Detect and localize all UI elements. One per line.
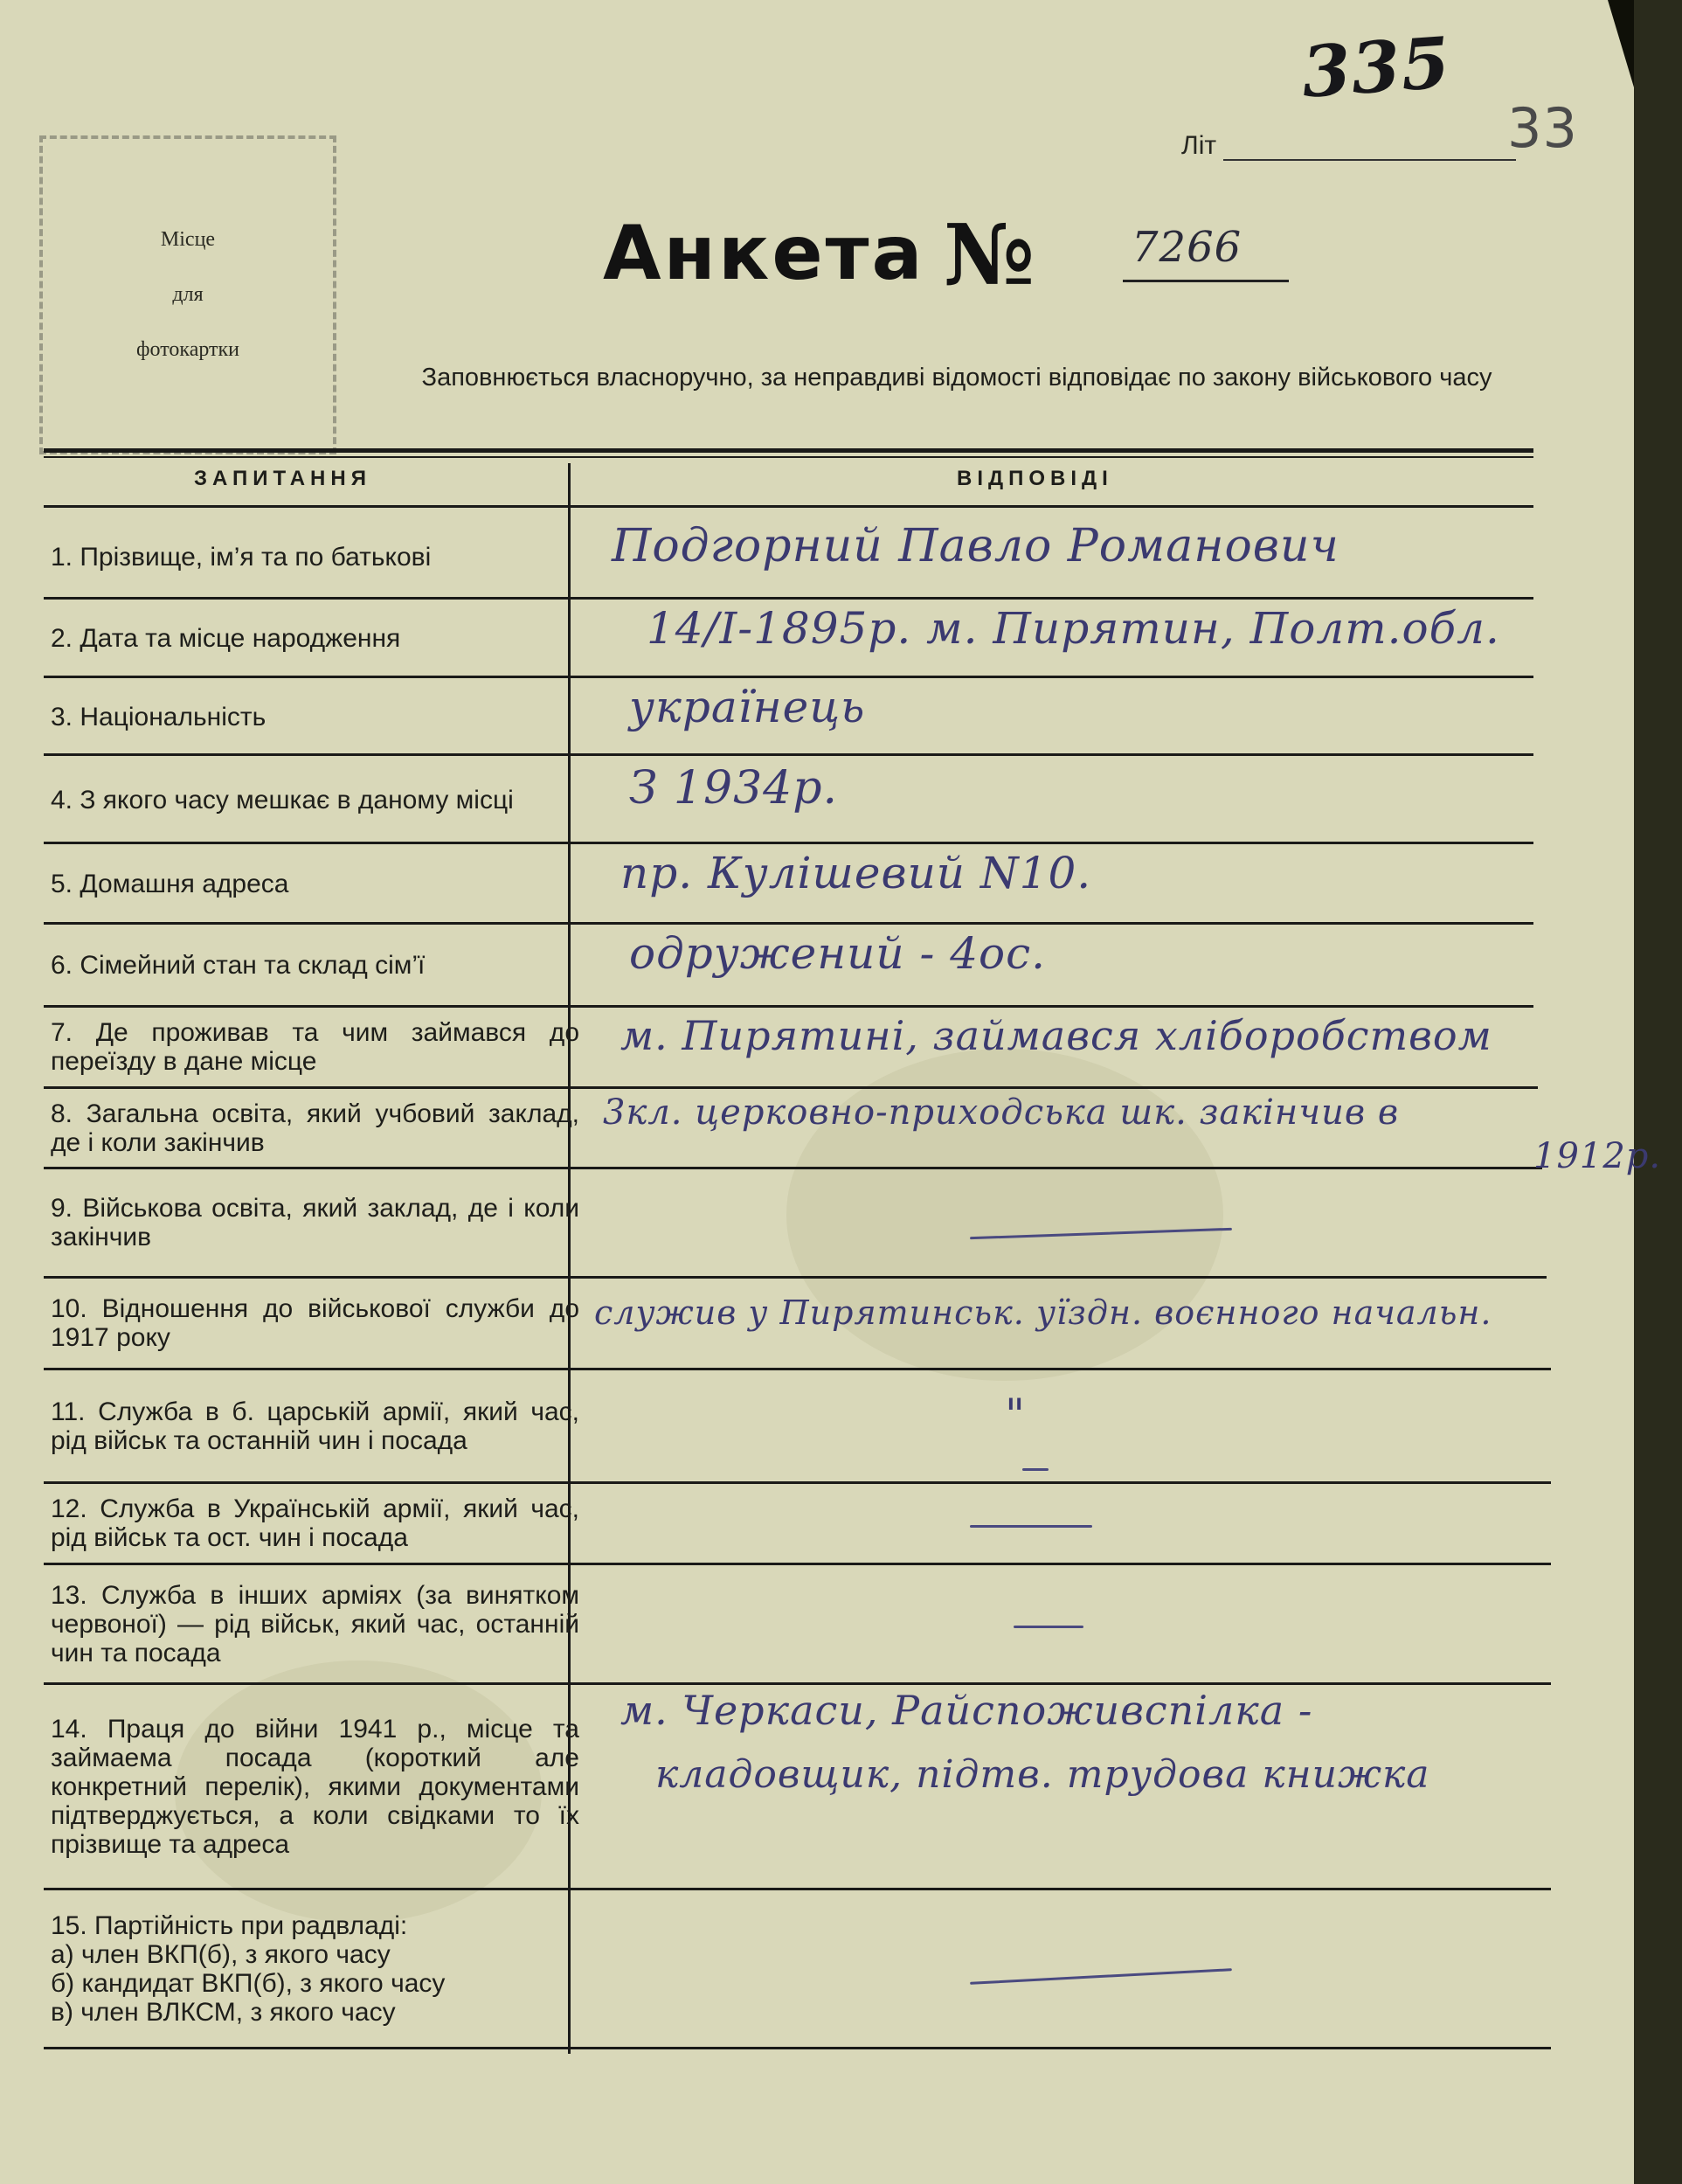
row-rule bbox=[44, 1276, 1547, 1279]
row-rule bbox=[44, 1005, 1533, 1008]
answer-11-dot bbox=[1022, 1468, 1049, 1471]
background-edge bbox=[1634, 0, 1682, 2184]
question-4: 4. З якого часу мешкає в даному місці bbox=[51, 785, 514, 815]
row-rule bbox=[44, 1682, 1551, 1685]
question-13: 13. Служба в інших арміях (за винятком червоної) — рід військ, який час, останній чин та посада bbox=[51, 1580, 579, 1667]
question-14: 14. Праця до війни 1941 р., місце та займаема посада (короткий але конкретний перелік), якими документами підтверджується, а коли свідками то їх прізвище та адреса bbox=[51, 1714, 579, 1859]
row-rule bbox=[44, 1563, 1551, 1565]
form-number: 7266 bbox=[1132, 223, 1242, 272]
row-rule bbox=[44, 1167, 1542, 1169]
header-rule bbox=[44, 505, 1533, 508]
table-top-rule bbox=[44, 448, 1533, 453]
answer-6: одружений - 4ос. bbox=[629, 928, 1047, 979]
row-rule bbox=[44, 1086, 1538, 1089]
stamp-number: 335 bbox=[1298, 21, 1454, 114]
photo-label-2: для bbox=[172, 283, 204, 306]
question-12: 12. Служба в Українській армії, який час, рід військ та ост. чин і посада bbox=[51, 1494, 579, 1552]
question-2: 2. Дата та місце народження bbox=[51, 623, 401, 653]
question-11: 11. Служба в б. царській армії, який час, рід військ та останній чин і посада bbox=[51, 1397, 579, 1455]
row-rule bbox=[44, 922, 1533, 925]
question-6: 6. Сімейний стан та склад сім’ї bbox=[51, 950, 426, 980]
photo-label-1: Місце bbox=[160, 228, 216, 251]
row-rule bbox=[44, 1368, 1551, 1370]
numero-sign: № bbox=[944, 205, 1035, 304]
form-title: Анкета bbox=[603, 210, 925, 297]
question-10: 10. Відношення до військової служби до 1917 року bbox=[51, 1294, 579, 1352]
table-bottom-rule bbox=[44, 2047, 1551, 2049]
lit-line bbox=[1223, 159, 1516, 161]
row-rule bbox=[44, 597, 1533, 600]
answer-3: українець bbox=[629, 682, 866, 732]
answer-11-ditto: " bbox=[1005, 1390, 1026, 1440]
table-top-rule-2 bbox=[44, 456, 1533, 458]
answer-14: м. Черкаси, Райспоживспілка - bbox=[620, 1687, 1313, 1734]
question-7: 7. Де проживав та чим займався до переїзду в дане місце bbox=[51, 1018, 579, 1076]
row-rule bbox=[44, 1481, 1551, 1484]
question-1: 1. Прізвище, ім’я та по батькові bbox=[51, 542, 432, 572]
answer-5: пр. Кулішевий N10. bbox=[620, 848, 1092, 898]
row-rule bbox=[44, 676, 1533, 678]
answer-13-dash bbox=[1014, 1626, 1083, 1628]
question-5: 5. Домашня адреса bbox=[51, 869, 289, 898]
answer-1: Подгорний Павло Романович bbox=[612, 520, 1339, 572]
question-9: 9. Військова освіта, який заклад, де і коли закінчив bbox=[51, 1194, 579, 1251]
row-rule bbox=[44, 753, 1533, 756]
form-number-line bbox=[1123, 280, 1289, 282]
answer-10: служив у Пирятинськ. уїздн. воєнного начальн. bbox=[594, 1293, 1492, 1332]
form-subtitle: Заповнюється власноручно, за неправдиві відомості відповідає по закону військового часу bbox=[421, 364, 1492, 392]
answer-8: 3кл. церковно-приходська шк. закінчив в bbox=[603, 1092, 1400, 1133]
answer-7: м. Пирятині, займався хліборобством bbox=[620, 1012, 1492, 1059]
photo-placeholder bbox=[39, 135, 336, 454]
question-15: 15. Партійність при радвладі: а) член ВКП(б), з якого часу б) кандидат ВКП(б), з якого часу в) член ВЛКСМ, з якого часу bbox=[51, 1910, 446, 2027]
questions-header: ЗАПИТАННЯ bbox=[194, 467, 371, 490]
answer-12-dash bbox=[970, 1525, 1092, 1528]
answers-header: ВІДПОВІДІ bbox=[957, 467, 1113, 490]
question-8: 8. Загальна освіта, який учбовий заклад, де і коли закінчив bbox=[51, 1099, 579, 1157]
answer-14-continued: кладовщик, підтв. трудова книжка bbox=[655, 1752, 1430, 1797]
row-rule bbox=[44, 1888, 1551, 1890]
answer-2: 14/I-1895р. м. Пирятин, Полт.обл. bbox=[647, 603, 1500, 654]
answer-8-continued: 1912р. bbox=[1533, 1136, 1662, 1176]
lit-label: Літ bbox=[1181, 131, 1217, 160]
question-3: 3. Національність bbox=[51, 702, 266, 731]
row-rule bbox=[44, 842, 1533, 844]
lit-number: 33 bbox=[1507, 96, 1578, 160]
photo-label-3: фотокартки bbox=[135, 338, 240, 361]
answer-4: З 1934р. bbox=[629, 762, 839, 815]
